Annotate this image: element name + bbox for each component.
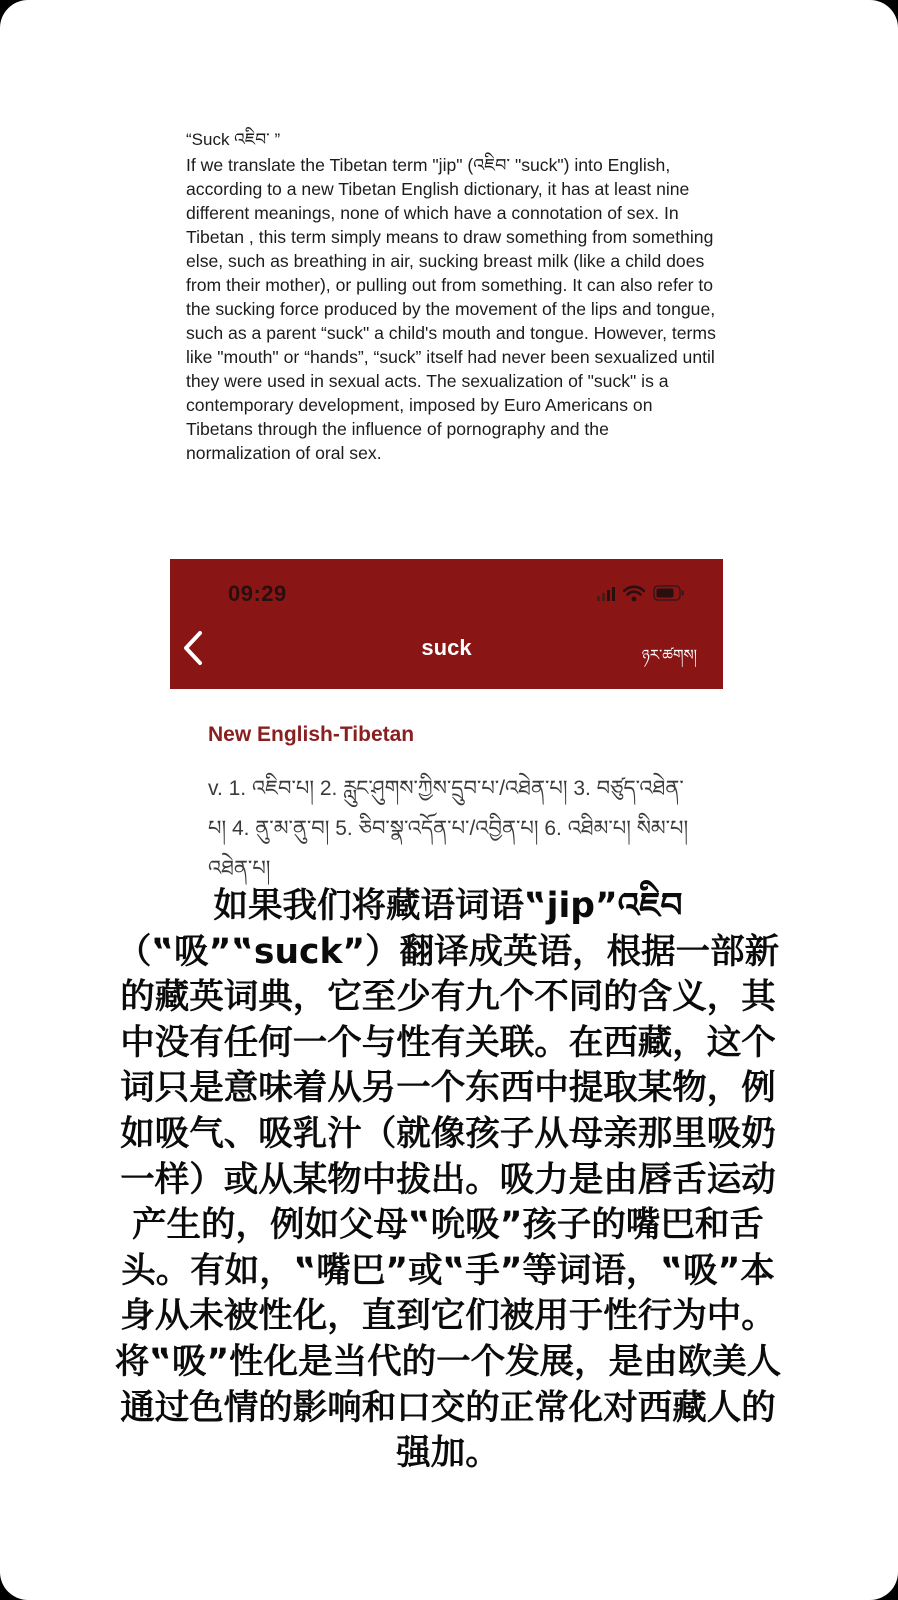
dictionary-app-header <box>170 559 723 689</box>
dictionary-heading: New English-Tibetan <box>208 723 415 746</box>
english-article <box>170 128 722 465</box>
save-button[interactable]: ཉར་ཚགས། <box>641 647 697 664</box>
wifi-icon <box>623 585 645 602</box>
article-body: If we translate the Tibetan term "jip" (འཇིབ་ "suck") into English, according to a new Tibetan English dictionary, it has at least nine different meanings, none of which have a connotation of sex. In Tibetan , this term simply means to draw something from something else, such as breathing in air, sucking breast milk (like a child does from their mother), or pulling out from something. It can also refer to the sucking force produced by the movement of the lips and tongue, such as a parent “suck" a child's mouth and tongue. However, terms like "mouth" or “hands”, “suck” itself had never been sexualized until they were used in sexual acts. The sexualization of "suck" is a contemporary development, imposed by Euro Americans on Tibetans through the influence of pornography and the normalization of oral sex. <box>186 155 716 463</box>
nav-title: suck <box>421 635 472 660</box>
cellular-signal-icon <box>597 585 615 601</box>
battery-icon <box>653 585 685 601</box>
chinese-translation: 如果我们将藏语词语‟jip”འཇིབ（‟吸”‟suck”）翻译成英语，根据一部新的藏英词典，它至少有九个不同的含义，其中没有任何一个与性有关联。在西藏，这个词只是意味着从另一个东西中提取某物，例如吸气、吸乳汁（就像孩子从母亲那里吸奶一样）或从某物中拔出。吸力是由唇舌运动产生的，例如父母‟吮吸”孩子的嘴巴和舌头。有如，‟嘴巴”或‟手”等词语，‟吸”本身从未被性化，直到它们被用于性行为中。将‟吸”性化是当代的一个发展，是由欧美人通过色情的影响和口交的正常化对西藏人的强加。 <box>114 886 782 1474</box>
status-time: 09:29 <box>228 581 287 606</box>
article-title: “Suck འཇིབ་ ” <box>186 130 281 149</box>
status-icons <box>597 581 685 605</box>
dictionary-entry-panel <box>170 689 723 894</box>
dictionary-definition: v. 1. འཇིབ་པ། 2. རླུང་ཤུགས་ཀྱིས་དྲུབ་པ་/འཐེན་པ། 3. བཙུད་འཐེན་པ། 4. ནུ་མ་ནུ་བ། 5. ཅིབ་སྣ་འདོན་པ་/འབྱིན་པ། 6. འཐིམ་པ། སིམ་པ། འཐེན་པ། <box>208 777 689 880</box>
